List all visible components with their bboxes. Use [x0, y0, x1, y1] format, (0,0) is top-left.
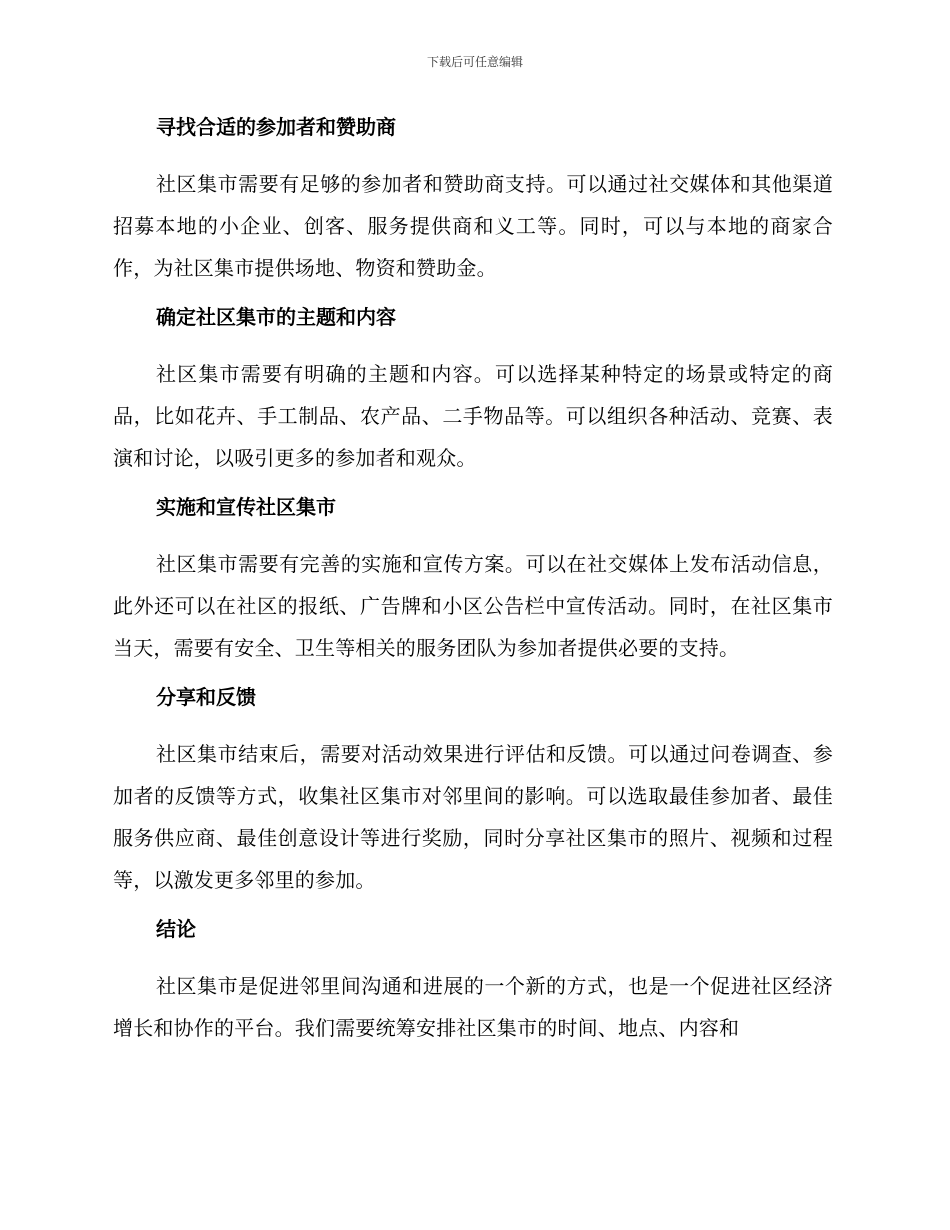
page-header: 下载后可任意编辑 — [426, 55, 523, 69]
section-heading-share-feedback: 分享和反馈 — [156, 685, 256, 709]
section-heading-find-participants: 寻找合适的参加者和赞助商 — [156, 115, 396, 139]
section-heading-theme-content: 确定社区集市的主题和内容 — [156, 305, 396, 329]
section-paragraph-theme-content: 社区集市需要有明确的主题和内容。可以选择某种特定的场景或特定的商品，比如花卉、手工制品、农产品、二手物品等。可以组织各种活动、竞赛、表演和讨论，以吸引更多的参加者和观众。 — [113, 362, 833, 470]
section-heading-conclusion: 结论 — [156, 917, 196, 941]
section-paragraph-conclusion: 社区集市是促进邻里间沟通和进展的一个新的方式，也是一个促进社区经济增长和协作的平台。我们需要统筹安排社区集市的时间、地点、内容和 — [113, 974, 833, 1040]
section-paragraph-share-feedback: 社区集市结束后，需要对活动效果进行评估和反馈。可以通过问卷调查、参加者的反馈等方式，收集社区集市对邻里间的影响。可以选取最佳参加者、最佳服务供应商、最佳创意设计等进行奖励，同时分享社区集市的照片、视频和过程等，以激发更多邻里的参加。 — [113, 742, 833, 892]
document-body — [113, 112, 833, 1062]
section-paragraph-implement-promote: 社区集市需要有完善的实施和宣传方案。可以在社交媒体上发布活动信息，此外还可以在社区的报纸、广告牌和小区公告栏中宣传活动。同时，在社区集市当天，需要有安全、卫生等相关的服务团队为参加者提供必要的支持。 — [113, 552, 833, 660]
section-heading-implement-promote: 实施和宣传社区集市 — [156, 495, 336, 519]
section-paragraph-find-participants: 社区集市需要有足够的参加者和赞助商支持。可以通过社交媒体和其他渠道招募本地的小企业、创客、服务提供商和义工等。同时，可以与本地的商家合作，为社区集市提供场地、物资和赞助金。 — [113, 172, 833, 280]
